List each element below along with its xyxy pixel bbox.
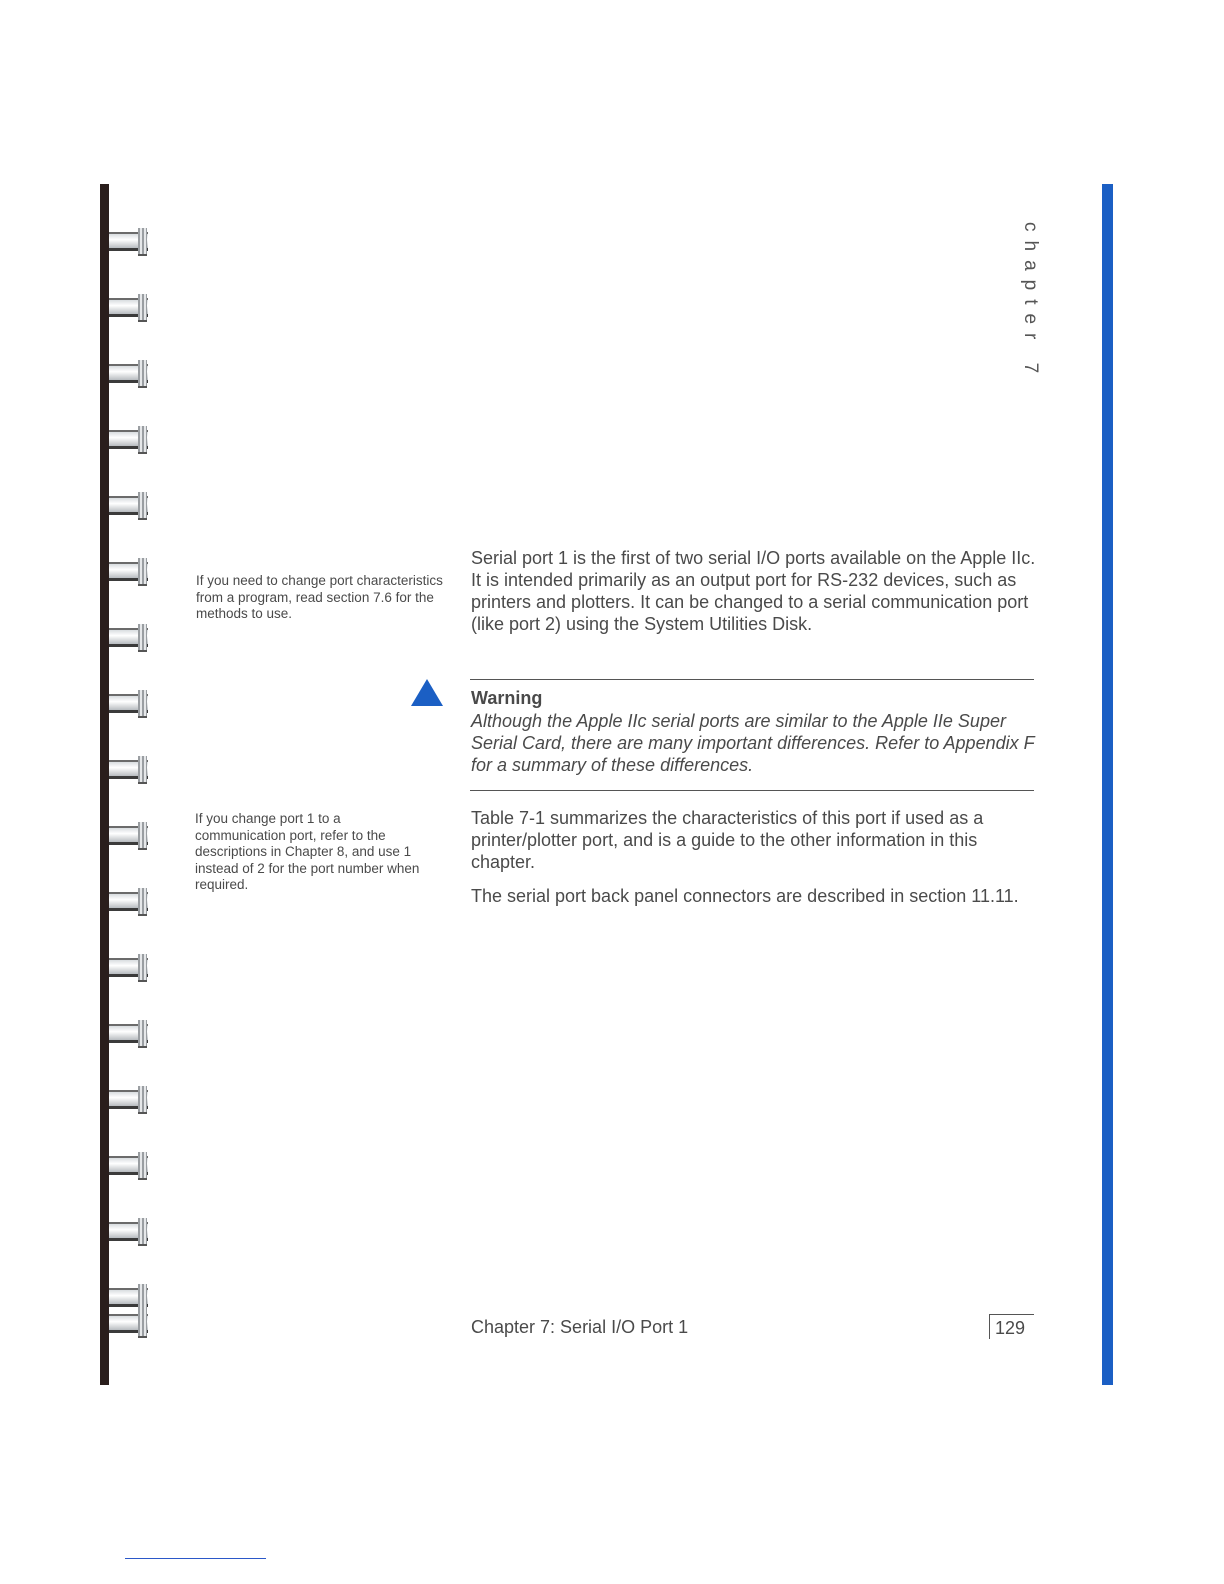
spiral-binding bbox=[100, 184, 160, 1385]
page-edge-accent bbox=[1102, 184, 1113, 1385]
bottom-rule bbox=[125, 1558, 266, 1559]
warning-text: Although the Apple IIc serial ports are similar to the Apple IIe Super Serial Card, there are many important differences. Refer to Appendix F for a summary of these differences. bbox=[471, 711, 1035, 775]
connectors-paragraph: The serial port back panel connectors are described in section 11.11. bbox=[471, 886, 1019, 906]
binding-spine bbox=[100, 184, 109, 1385]
intro-paragraph: Serial port 1 is the first of two serial I/O ports available on the Apple IIc. It is intended primarily as an output port for RS-232 devices, such as printers and plotters. It can be changed to a serial communication port (like port 2) using the System Utilities Disk. bbox=[471, 548, 1036, 634]
chapter-tab-label: chapter 7 bbox=[1020, 222, 1041, 383]
warning-bottom-rule bbox=[470, 790, 1034, 791]
table-summary-paragraph: Table 7-1 summarizes the characteristics of this port if used as a printer/plotter port, and is a guide to the other information in this chapter. bbox=[471, 808, 984, 872]
footer-chapter-title: Chapter 7: Serial I/O Port 1 bbox=[471, 1317, 689, 1337]
document-page bbox=[100, 184, 1113, 1385]
margin-note-port-characteristics: If you need to change port characteristics from a program, read section 7.6 for the methods to use. bbox=[196, 573, 443, 622]
warning-triangle-icon bbox=[411, 679, 443, 706]
warning-title: Warning bbox=[471, 688, 543, 708]
page-number: 129 bbox=[989, 1314, 1034, 1339]
margin-note-communication-port: If you change port 1 to a communication port, refer to the descriptions in Chapter 8, and use 1 instead of 2 for the port number when required. bbox=[195, 811, 420, 893]
warning-top-rule bbox=[470, 679, 1034, 680]
